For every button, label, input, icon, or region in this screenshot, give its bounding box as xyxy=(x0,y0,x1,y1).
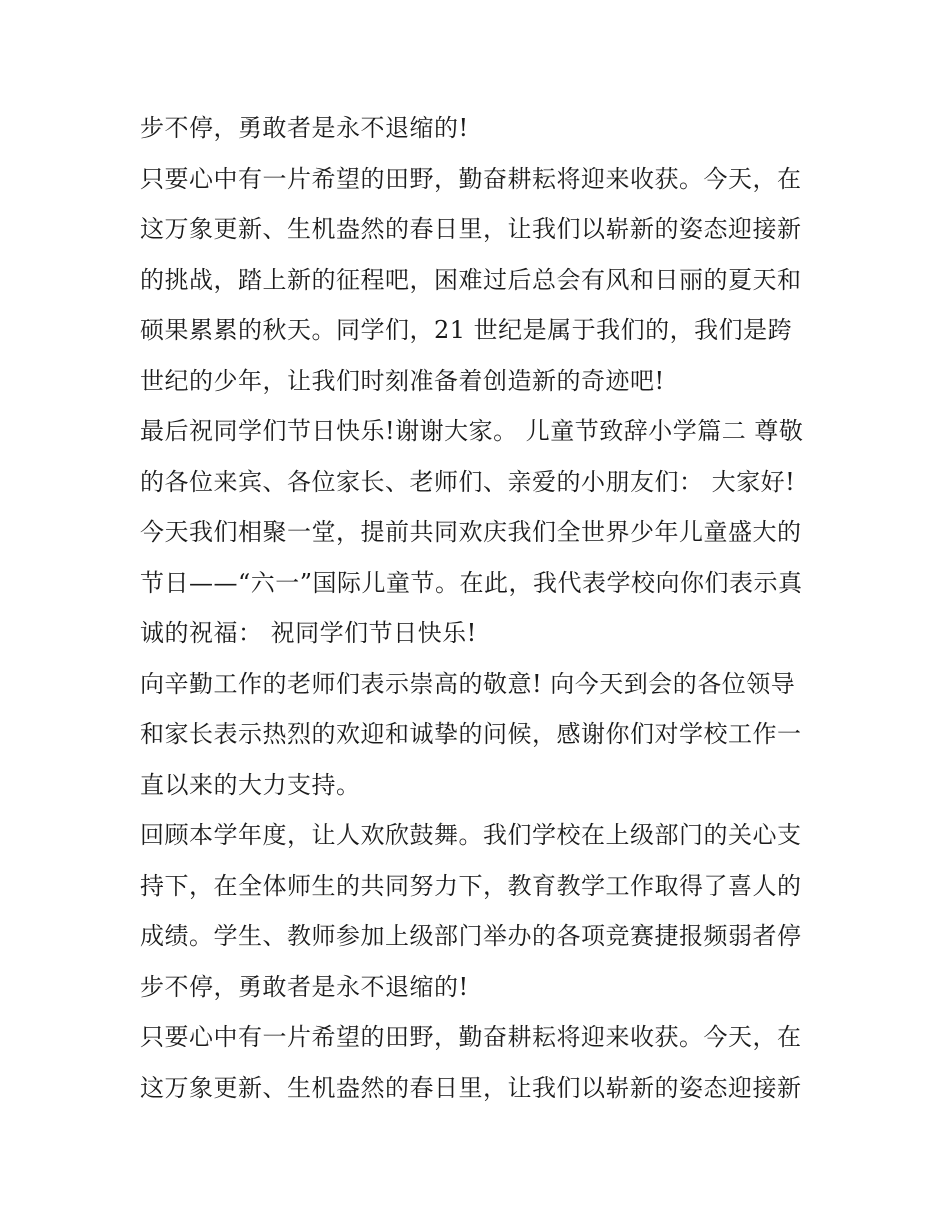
text-line: 今天我们相聚一堂，提前共同欢庆我们全世界少年儿童盛大的 xyxy=(140,518,802,546)
text-line: 和家长表示热烈的欢迎和诚挚的问候，感谢你们对学校工作一 xyxy=(140,720,802,748)
text-line: 步不停，勇敢者是永不退缩的! xyxy=(140,972,469,1001)
text-line: 只要心中有一片希望的田野，勤奋耕耘将迎来收获。今天，在 xyxy=(140,164,802,193)
text-line: 世纪的少年，让我们时刻准备着创造新的奇迹吧! xyxy=(140,366,665,395)
document-body xyxy=(140,103,820,1113)
text-line: 持下，在全体师生的共同努力下，教育教学工作取得了喜人的 xyxy=(140,871,802,900)
text-line: 诚的祝福： 祝同学们节日快乐! xyxy=(140,619,477,647)
text-line: 成绩。学生、教师参加上级部门举办的各项竞赛捷报频弱者停 xyxy=(140,922,802,950)
text-line: 节日——“六一”国际儿童节。在此，我代表学校向你们表示真 xyxy=(140,568,803,597)
text-line: 直以来的大力支持。 xyxy=(140,770,361,799)
text-line: 的挑战，踏上新的征程吧，困难过后总会有风和日丽的夏天和 xyxy=(140,265,802,294)
text-line: 向辛勤工作的老师们表示崇高的敬意! 向今天到会的各位领导 xyxy=(140,669,796,698)
text-line: 只要心中有一片希望的田野，勤奋耕耘将迎来收获。今天，在 xyxy=(140,1023,802,1051)
text-line: 步不停，勇敢者是永不退缩的! xyxy=(140,114,469,142)
text-line: 这万象更新、生机盎然的春日里，让我们以崭新的姿态迎接新 xyxy=(140,215,802,243)
text-line: 回顾本学年度，让人欢欣鼓舞。我们学校在上级部门的关心支 xyxy=(140,821,802,849)
text-line: 硕果累累的秋天。同学们，21 世纪是属于我们的，我们是跨 xyxy=(140,316,793,344)
text-line: 这万象更新、生机盎然的春日里，让我们以崭新的姿态迎接新 xyxy=(140,1073,802,1102)
text-line: 的各位来宾、各位家长、老师们、亲爱的小朋友们： 大家好! xyxy=(140,467,796,496)
text-line: 最后祝同学们节日快乐!谢谢大家。 儿童节致辞小学篇二 尊敬 xyxy=(140,417,804,445)
